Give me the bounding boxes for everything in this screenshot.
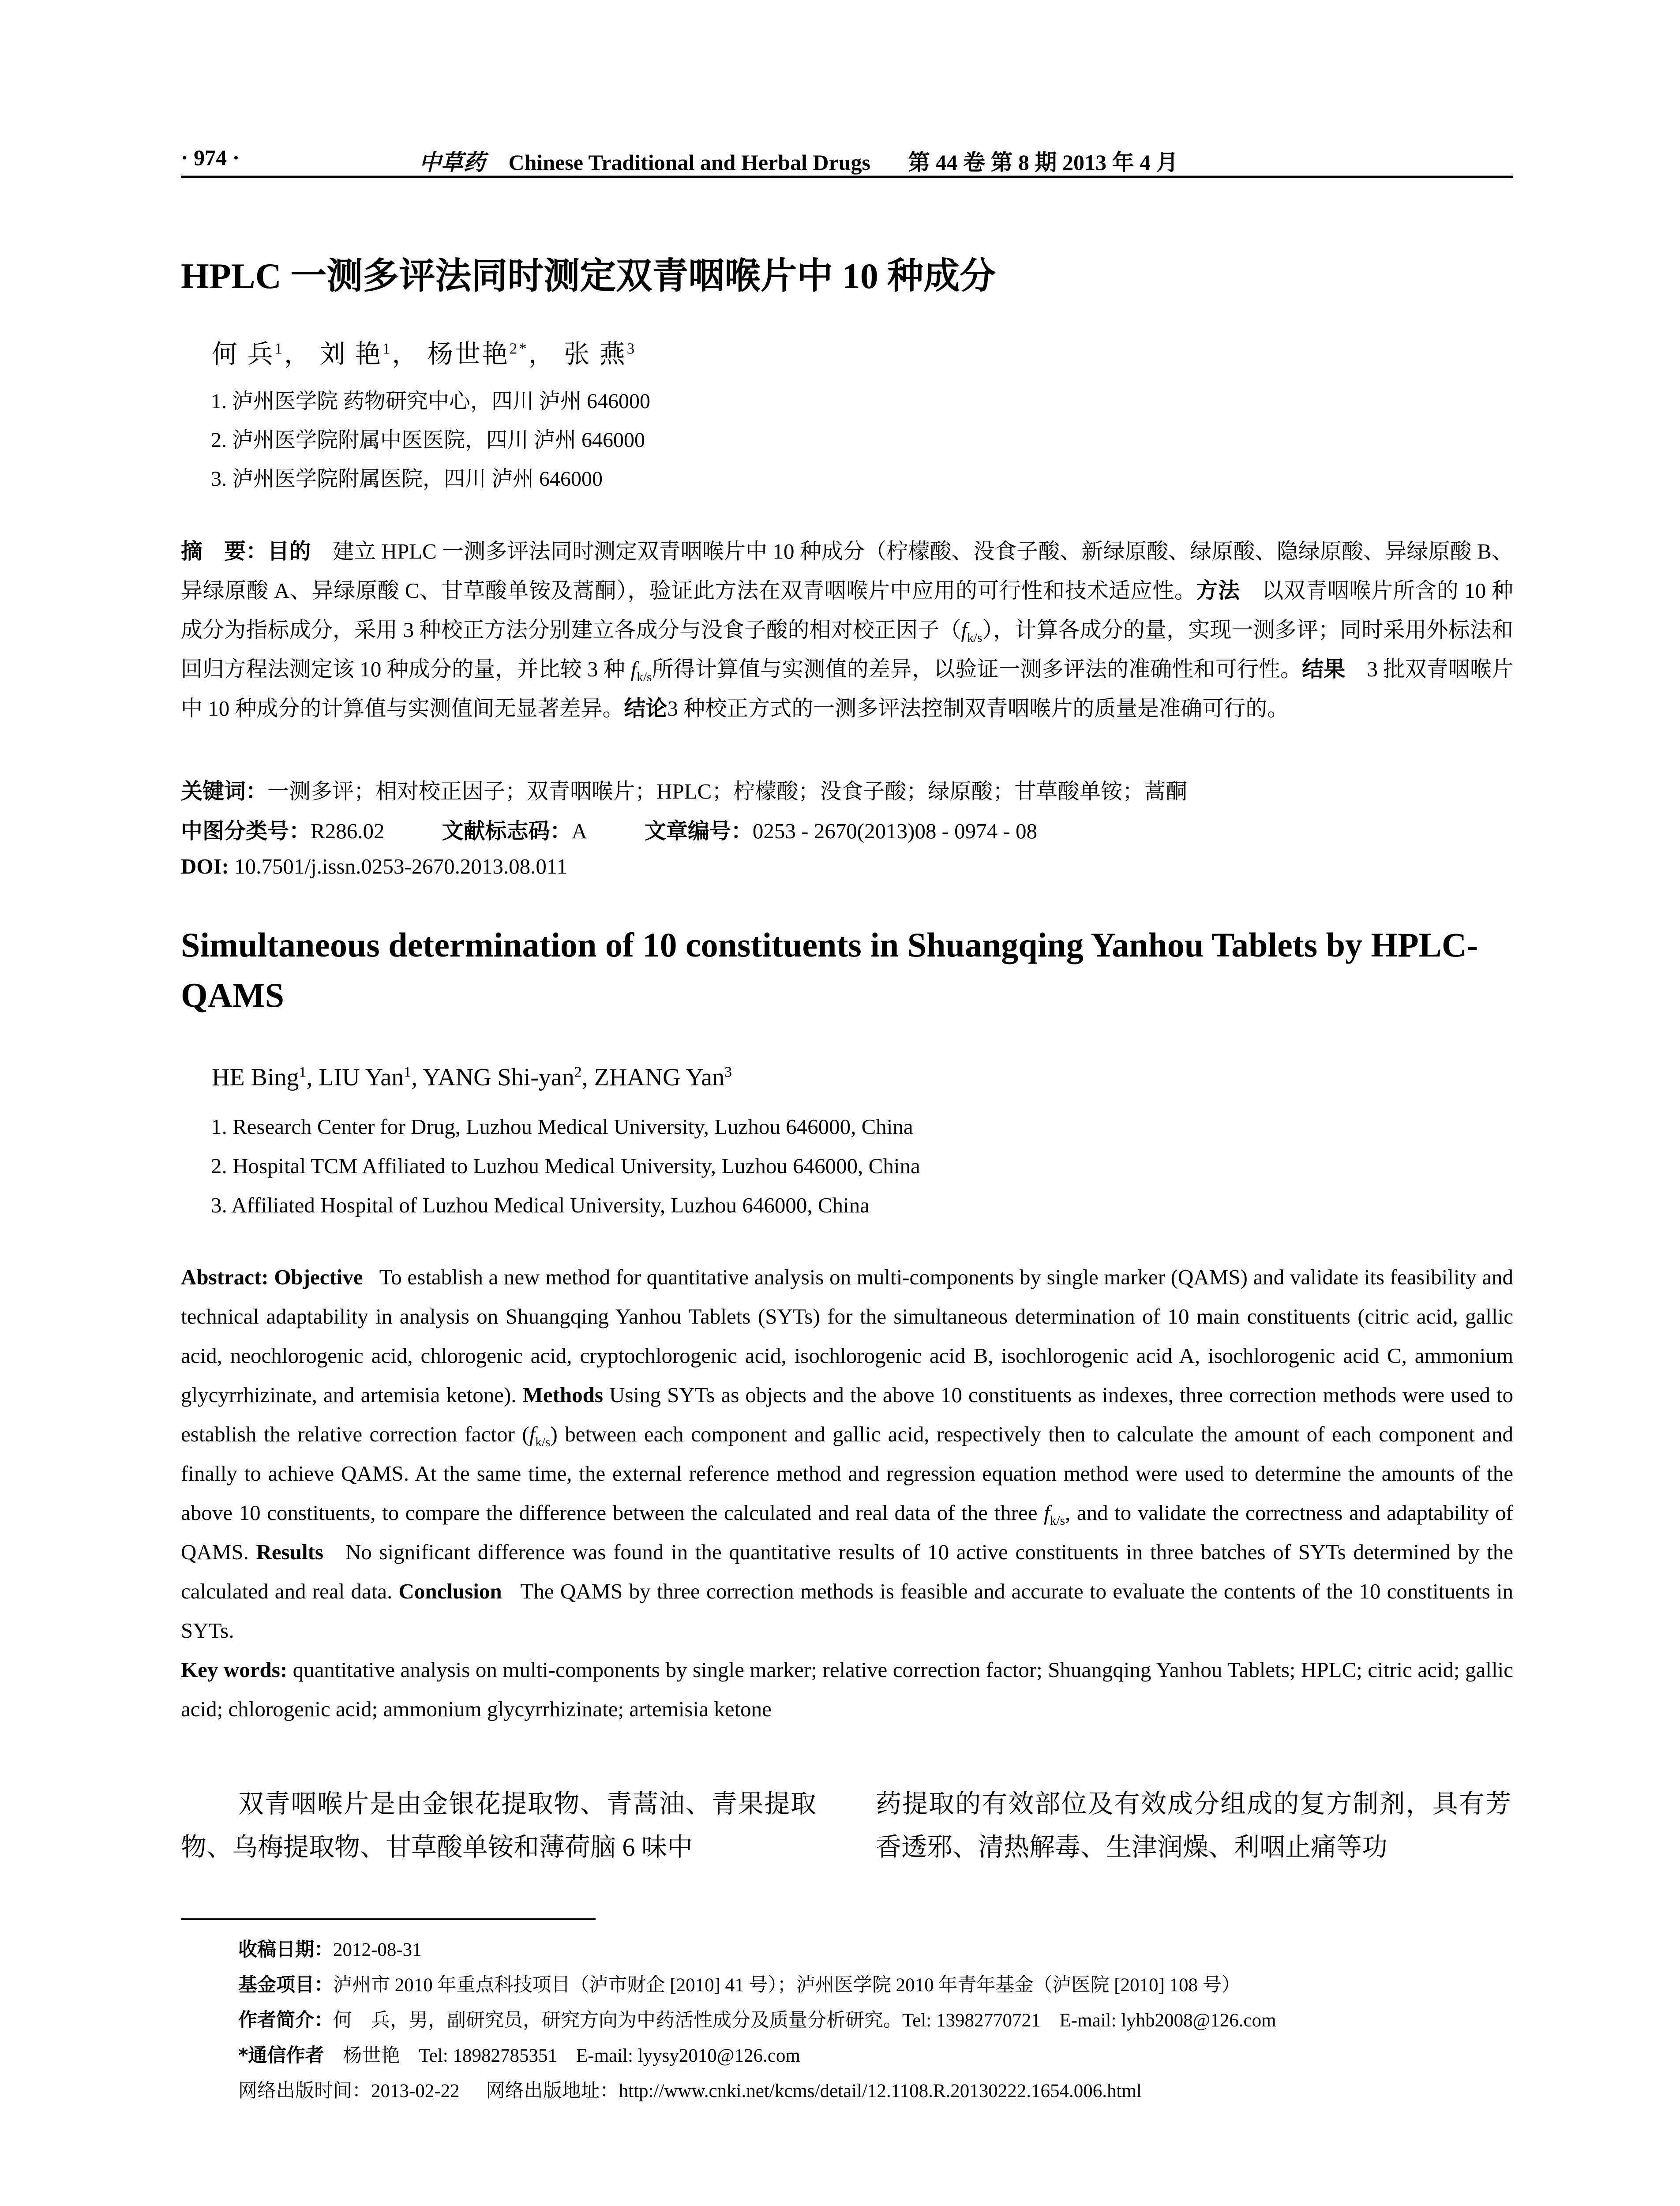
author-bio-label: 作者简介： xyxy=(238,2009,333,2031)
clc-label: 中图分类号： xyxy=(181,818,311,844)
article-no-label: 文章编号： xyxy=(644,818,753,844)
journal-logo-cn: 中草药 xyxy=(419,149,485,175)
cn-classification xyxy=(181,814,1037,845)
en-keywords-text: quantitative analysis on multi-components by single marker; relative correction factor; Shuangqing Yanhou Tablets; HPLC; citric acid; gallic acid; chlorogenic acid; ammonium glycyrrhizinate; artemisia ketone xyxy=(181,1658,1513,1721)
fund-text: 泸州市 2010 年重点科技项目（泸市财企 [2010] 41 号）；泸州医学院 2010 年青年基金（泸医院 [2010] 108 号） xyxy=(333,1975,1241,1996)
en-authors: HE Bing$^1$, LIU Yan$^1$, YANG Shi-yan$^2$, ZHANG Yan$^3$ xyxy=(212,1064,732,1091)
en-abstract-label: Abstract: xyxy=(181,1265,269,1289)
cn-methods-2: ），计算各成分的量，实现一测多评；同时采用外标法和回归方程法测定该 10 种成分的量，并比较 3 种 xyxy=(181,618,1513,681)
cn-fks-sub-2: k/s xyxy=(637,670,652,684)
cn-authors: 何 兵$^1$， 刘 艳$^1$， 杨世艳$^{2*}$， 张 燕$^3$ xyxy=(212,340,637,368)
en-results-label: Results xyxy=(256,1540,323,1564)
doi-line xyxy=(181,854,567,879)
online-time: 2013-02-22 xyxy=(371,2081,460,2101)
en-conclusion: The QAMS by three correction methods is feasible and accurate to evaluate the contents of the 10 constituents in SYTs. xyxy=(181,1579,1513,1643)
en-author: LIU Yan xyxy=(319,1064,404,1091)
en-author: HE Bing xyxy=(212,1064,299,1091)
cn-results: 3 批双青咽喉片中 10 种成分的计算值与实测值间无显著差异。 xyxy=(181,657,1513,720)
cn-author: 杨世艳 xyxy=(427,340,510,368)
en-conclusion-label: Conclusion xyxy=(398,1579,502,1603)
author-sup: 3 xyxy=(724,1064,732,1080)
body-column-left: 双青咽喉片是由金银花提取物、青蒿油、青果提取物、乌梅提取物、甘草酸单铵和薄荷脑 6 味中 xyxy=(181,1790,816,1861)
en-fks-sub: k/s xyxy=(535,1435,551,1449)
en-methods-1: Using SYTs as objects and the above 10 constituents as indexes, three correction methods were used to establish the relative correction factor ( xyxy=(181,1383,1514,1446)
cn-keywords-text: 一测多评；相对校正因子；双青咽喉片；HPLC；柠檬酸；没食子酸；绿原酸；甘草酸单铵；蒿酮 xyxy=(267,779,1188,803)
article-no-value: 0253 - 2670(2013)08 - 0974 - 08 xyxy=(752,819,1037,843)
cn-affiliation-2: 2. 泸州医学院附属中医医院，四川 泸州 646000 xyxy=(211,428,645,452)
author-bio-text: 何 兵，男，副研究员，研究方向为中药活性成分及质量分析研究。Tel: 13982770721 E-mail: lyhb2008@126.com xyxy=(333,2010,1276,2031)
author-sup: 1 xyxy=(299,1064,307,1080)
body-column-right: 药提取的有效部位及有效成分组成的复方制剂，具有芳香透邪、清热解毒、生津润燥、利咽止痛等功 xyxy=(876,1790,1511,1861)
running-header xyxy=(181,140,1513,180)
author-sup: 2* xyxy=(509,340,529,357)
journal-issue: 第 44 卷 第 8 期 2013 年 4 月 xyxy=(908,150,1178,175)
author-sup: 1 xyxy=(274,340,284,357)
en-affiliation-2: 2. Hospital TCM Affiliated to Luzhou Medical University, Luzhou 646000, China xyxy=(211,1154,920,1178)
en-objective-label: Objective xyxy=(274,1265,363,1289)
cn-abstract xyxy=(181,532,1513,728)
footnote-fund xyxy=(238,1970,1241,1997)
en-author: YANG Shi-yan xyxy=(423,1064,574,1091)
cn-objective-label: 目的 xyxy=(267,539,311,564)
online-url[interactable]: http://www.cnki.net/kcms/detail/12.1108.R.20130222.1654.006.html xyxy=(619,2081,1142,2101)
footnote-corresponding xyxy=(238,2041,800,2067)
journal-name xyxy=(419,145,1178,176)
author-sup: 1 xyxy=(382,340,392,357)
fund-label: 基金项目： xyxy=(238,1974,333,1996)
en-results: No significant difference was found in the quantitative results of 10 active constituents in three batches of SYTs determined by the calculated and real data. xyxy=(181,1540,1514,1603)
cn-affiliation-3: 3. 泸州医学院附属医院，四川 泸州 646000 xyxy=(211,467,603,491)
cn-abstract-label: 摘 要： xyxy=(181,539,268,564)
cn-title: HPLC 一测多评法同时测定双青咽喉片中 10 种成分 xyxy=(181,256,996,296)
en-keywords-label: Key words: xyxy=(181,1658,288,1682)
en-methods-3: , and to validate the correctness and adaptability of QAMS. xyxy=(181,1501,1513,1564)
en-title: Simultaneous determination of 10 constituents in Shuangqing Yanhou Tablets by HPLC-QAMS xyxy=(181,926,1478,1014)
cn-author: 张 燕 xyxy=(564,340,627,368)
cn-author: 何 兵 xyxy=(212,340,275,368)
doi-label: DOI: xyxy=(181,854,229,878)
author-sup: 3 xyxy=(626,340,637,357)
en-methods-2: ) between each component and gallic acid, respectively then to calculate the amount of each component and finally to achieve QAMS. At the same time, the external reference method and regression equation method were used to determine the amounts of the above 10 constituents, to compare the difference between the calculated and real data of the three xyxy=(181,1422,1513,1525)
cn-methods-3: 所得计算值与实测值的差异，以验证一测多评法的准确性和可行性。 xyxy=(652,657,1302,681)
cn-fks-symbol-2: f xyxy=(630,657,637,681)
cn-conclusion-label: 结论 xyxy=(624,696,668,721)
en-affiliation-3: 3. Affiliated Hospital of Luzhou Medical University, Luzhou 646000, China xyxy=(211,1193,870,1217)
header-rule xyxy=(181,176,1513,178)
en-author: ZHANG Yan xyxy=(594,1064,725,1091)
footnote-received xyxy=(238,1935,422,1962)
page-number: · 974 · xyxy=(181,145,240,170)
journal-name-en: Chinese Traditional and Herbal Drugs xyxy=(508,150,870,175)
footnote-rule xyxy=(181,1918,596,1920)
en-methods-label: Methods xyxy=(522,1383,603,1407)
cn-keywords xyxy=(181,774,1187,805)
corresponding-text: 杨世艳 Tel: 18982785351 E-mail: lyysy2010@126.com xyxy=(343,2045,800,2066)
footnote-author xyxy=(238,2005,1276,2032)
cn-results-label: 结果 xyxy=(1302,657,1346,682)
cn-objective: 建立 HPLC 一测多评法同时测定双青咽喉片中 10 种成分（柠檬酸、没食子酸、新绿原酸、绿原酸、隐绿原酸、异绿原酸 B、异绿原酸 A、异绿原酸 C、甘草酸单铵及蒿酮），验证此方法在双青咽喉片中应用的可行性和技术适应性。 xyxy=(181,539,1513,603)
online-url-label: 网络出版地址： xyxy=(486,2081,619,2101)
en-abstract xyxy=(181,1257,1513,1729)
cn-fks-symbol: f xyxy=(961,618,968,642)
cn-author: 刘 艳 xyxy=(319,340,382,368)
doc-code-value: A xyxy=(571,819,587,843)
doi-value: 10.7501/j.issn.0253-2670.2013.08.011 xyxy=(234,854,568,878)
received-label: 收稿日期： xyxy=(238,1939,333,1961)
author-sup: 1 xyxy=(404,1064,412,1080)
online-time-label: 网络出版时间： xyxy=(238,2081,371,2101)
en-fks-sub-2: k/s xyxy=(1050,1513,1065,1528)
footnote-online xyxy=(238,2076,1142,2103)
cn-affiliation-1: 1. 泸州医学院 药物研究中心，四川 泸州 646000 xyxy=(211,390,651,413)
cn-fks-sub: k/s xyxy=(967,630,982,645)
clc-value: R286.02 xyxy=(311,819,385,843)
en-fks-symbol: f xyxy=(529,1422,536,1446)
doc-code-label: 文献标志码： xyxy=(442,818,572,844)
en-fks-symbol-2: f xyxy=(1044,1501,1050,1525)
corresponding-label: *通信作者 xyxy=(238,2045,324,2067)
cn-methods-label: 方法 xyxy=(1196,578,1240,603)
author-sup: 2 xyxy=(574,1064,582,1080)
cn-methods-1: 以双青咽喉片所含的 10 种成分为指标成分，采用 3 种校正方法分别建立各成分与没食子酸的相对校正因子（ xyxy=(181,578,1513,642)
received-date: 2012-08-31 xyxy=(333,1940,422,1960)
cn-conclusion: 3 种校正方式的一测多评法控制双青咽喉片的质量是准确可行的。 xyxy=(667,696,1289,720)
en-objective: To establish a new method for quantitative analysis on multi-components by single marker (QAMS) and validate its feasibility and technical adaptability in analysis on Shuangqing Yanhou Tablets (SYTs) for the simultaneous determination of 10 main constituents (citric acid, gallic acid, neochlorogenic acid, chlorogenic acid, cryptochlorogenic acid, isochlorogenic acid B, isochlorogenic acid A, isochlorogenic acid C, ammonium glycyrrhizinate, and artemisia ketone). xyxy=(181,1265,1513,1407)
en-affiliation-1: 1. Research Center for Drug, Luzhou Medical University, Luzhou 646000, China xyxy=(211,1114,913,1139)
cn-keywords-label: 关键词： xyxy=(181,779,268,804)
